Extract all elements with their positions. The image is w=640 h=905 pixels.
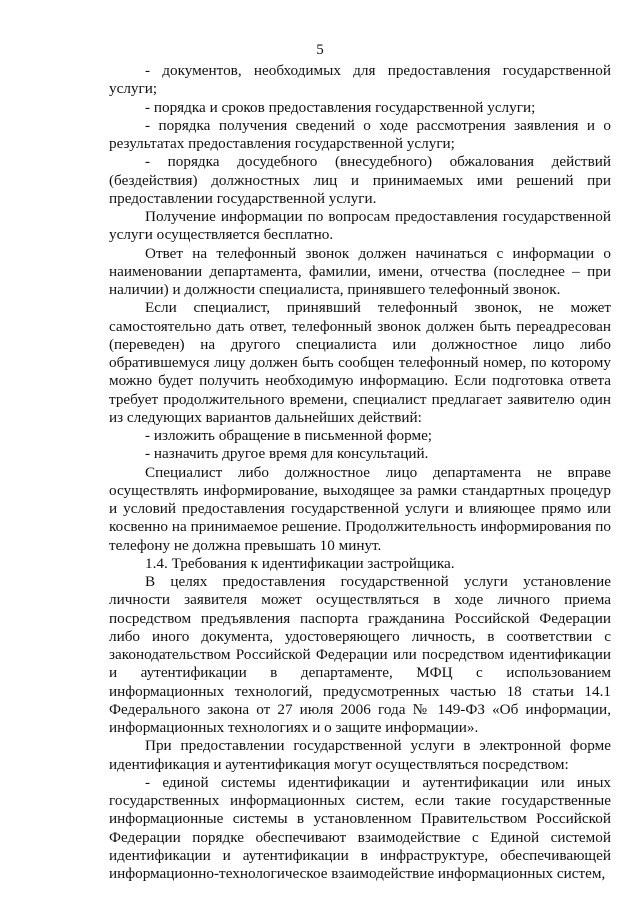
page-number: 5 (316, 42, 324, 58)
paragraph-electronic-identification: При предоставлении государственной услуги в электронной форме идентификация и аутентификация могут осуществляться посредством: (109, 737, 611, 773)
list-item-esia: - единой системы идентификации и аутентификации или иных государственных информационных систем, если такие государственные информационные системы в установленном Правительством Российской Федерации порядке обеспечивают взаимодействие с Единой системой идентификации и аутентификации в инфраструктуре, обеспечивающей информационно-технологическое взаимодействие информационных систем, (109, 773, 611, 882)
list-item-documents: - документов, необходимых для предоставления государственной услуги; (109, 62, 611, 98)
paragraph-phone-answer: Ответ на телефонный звонок должен начинаться с информации о наименовании департамента, фамилии, имени, отчества (последнее – при наличии) и должности специалиста, принявшего телефонный звонок. (109, 244, 611, 298)
list-item-appeal-procedure: - порядка досудебного (внесудебного) обжалования действий (бездействия) должностных лиц и принимаемых ими решений при предоставлении государственной услуги. (109, 153, 611, 207)
paragraph-redirect-call: Если специалист, принявший телефонный звонок, не может самостоятельно дать ответ, телефонный звонок должен быть переадресован (переведен) на другого специалиста или должностное лицо либо обратившемуся лицу должен быть сообщен телефонный номер, по которому можно будет получить необходимую информацию. Если подготовка ответа требует продолжительного времени, специалист предлагает заявителю один из следующих вариантов дальнейших действий: (109, 299, 611, 426)
document-body (109, 62, 611, 883)
paragraph-limits: Специалист либо должностное лицо департамента не вправе осуществлять информирование, выходящее за рамки стандартных процедур и условий предоставления государственной услуги и влияющее прямо или косвенно на принимаемое решение. Продолжительность информирования по телефону не должна превышать 10 минут. (109, 463, 611, 554)
list-item-other-time: - назначить другое время для консультаций. (145, 445, 429, 463)
list-item-obtaining-info: - порядка получения сведений о ходе рассмотрения заявления и о результатах предоставления государственной услуги; (109, 116, 611, 152)
paragraph-free-info: Получение информации по вопросам предоставления государственной услуги осуществляется бесплатно. (109, 208, 611, 244)
list-item-procedure-terms: - порядка и сроков предоставления государственной услуги; (145, 98, 536, 116)
list-item-written-form: - изложить обращение в письменной форме; (145, 427, 433, 444)
section-heading-identification: 1.4. Требования к идентификации застройщика. (145, 554, 455, 572)
paragraph-identity-verification: В целях предоставления государственной услуги установление личности заявителя может осуществляться в ходе личного приема посредством предъявления паспорта гражданина Российской Федерации либо иного документа, удостоверяющего личность, в соответствии с законодательством Российской Федерации или посредством идентификации и аутентификации в департаменте, МФЦ с использованием информационных технологий, предусмотренных частью 18 статьи 14.1 Федерального закона от 27 июля 2006 года № 149-ФЗ «Об информации, информационных технологиях и о защите информации». (109, 573, 611, 736)
